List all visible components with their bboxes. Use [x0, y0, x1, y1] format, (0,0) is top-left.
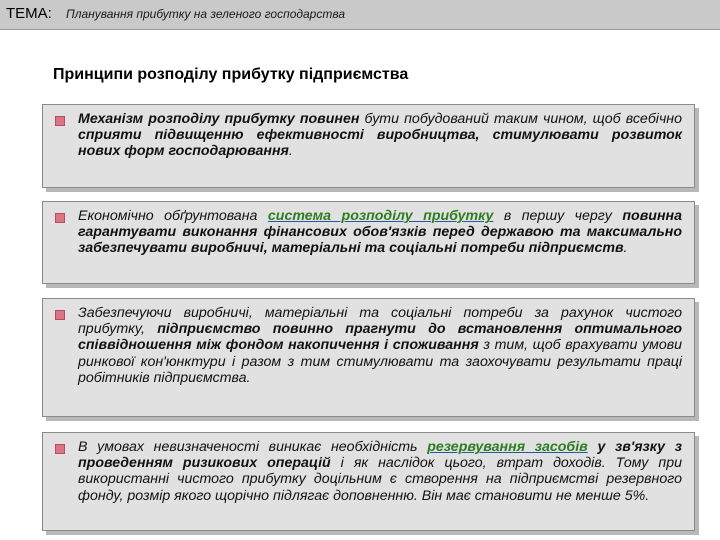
principle-text-4	[78, 439, 682, 504]
text-run: в першу чергу	[493, 208, 623, 224]
text-run: і як наслідок цього, втрат доходів. Тому при використанні чистого прибутку доцільним є створення на підприємстві резервного фонду, розмір якого щорічно підлягає доповненню. Він має становити не менше 5%.	[78, 455, 682, 504]
text-run: бути побудований таким чином, щоб всебічно	[359, 111, 682, 127]
emphasized-phrase: підприємство повинно прагнути до встановлення оптимального співвідношення між фондом накопичення і споживання	[78, 321, 682, 354]
principle-box-3	[42, 298, 695, 417]
text-run: Забезпечуючи виробничі, матеріальні та соціальні потреби за рахунок чистого прибутку,	[78, 305, 682, 338]
highlighted-phrase: резервування засобів	[427, 439, 588, 455]
principle-text-1	[78, 111, 682, 160]
text-run: В умовах невизначеності виникає необхідність	[78, 439, 428, 455]
emphasized-phrase: Механізм розподілу прибутку повинен	[78, 111, 360, 127]
square-bullet-icon	[55, 310, 65, 320]
topic-text: Планування прибутку на зеленого господарства	[66, 7, 346, 21]
square-bullet-icon	[55, 116, 65, 126]
principle-text-2	[78, 208, 682, 257]
text-run: .	[288, 143, 293, 160]
text-run: Економічно обґрунтована	[78, 208, 268, 224]
square-bullet-icon	[55, 213, 65, 223]
highlighted-phrase: система розподілу прибутку	[267, 208, 494, 224]
emphasized-phrase: повинна гарантувати виконання фінансових обов'язків перед державою та максимально забезпечувати виробничі, матеріальні та соціальні потреби підприємств	[78, 208, 682, 257]
emphasized-phrase: сприяти підвищенню ефективності виробництва, стимулювати розвиток нових форм господарювання	[78, 127, 682, 160]
text-run: з тим, щоб врахувати умови ринкової кон'юнктури і разом з тим стимулювати та заохочувати результати праці робітників підприємства.	[78, 337, 683, 386]
square-bullet-icon	[55, 444, 65, 454]
principle-text-3	[78, 305, 682, 386]
text-run	[588, 439, 598, 455]
slide-header	[0, 0, 720, 30]
principle-box-4	[42, 432, 695, 531]
text-run: .	[623, 240, 628, 257]
principle-box-1	[42, 104, 695, 188]
topic-label: ТЕМА:	[6, 5, 52, 22]
emphasized-phrase: у зв'язку з проведенням ризикових операцій	[78, 439, 682, 472]
slide-title: Принципи розподілу прибутку підприємства	[53, 66, 409, 83]
principle-box-2	[42, 201, 695, 284]
